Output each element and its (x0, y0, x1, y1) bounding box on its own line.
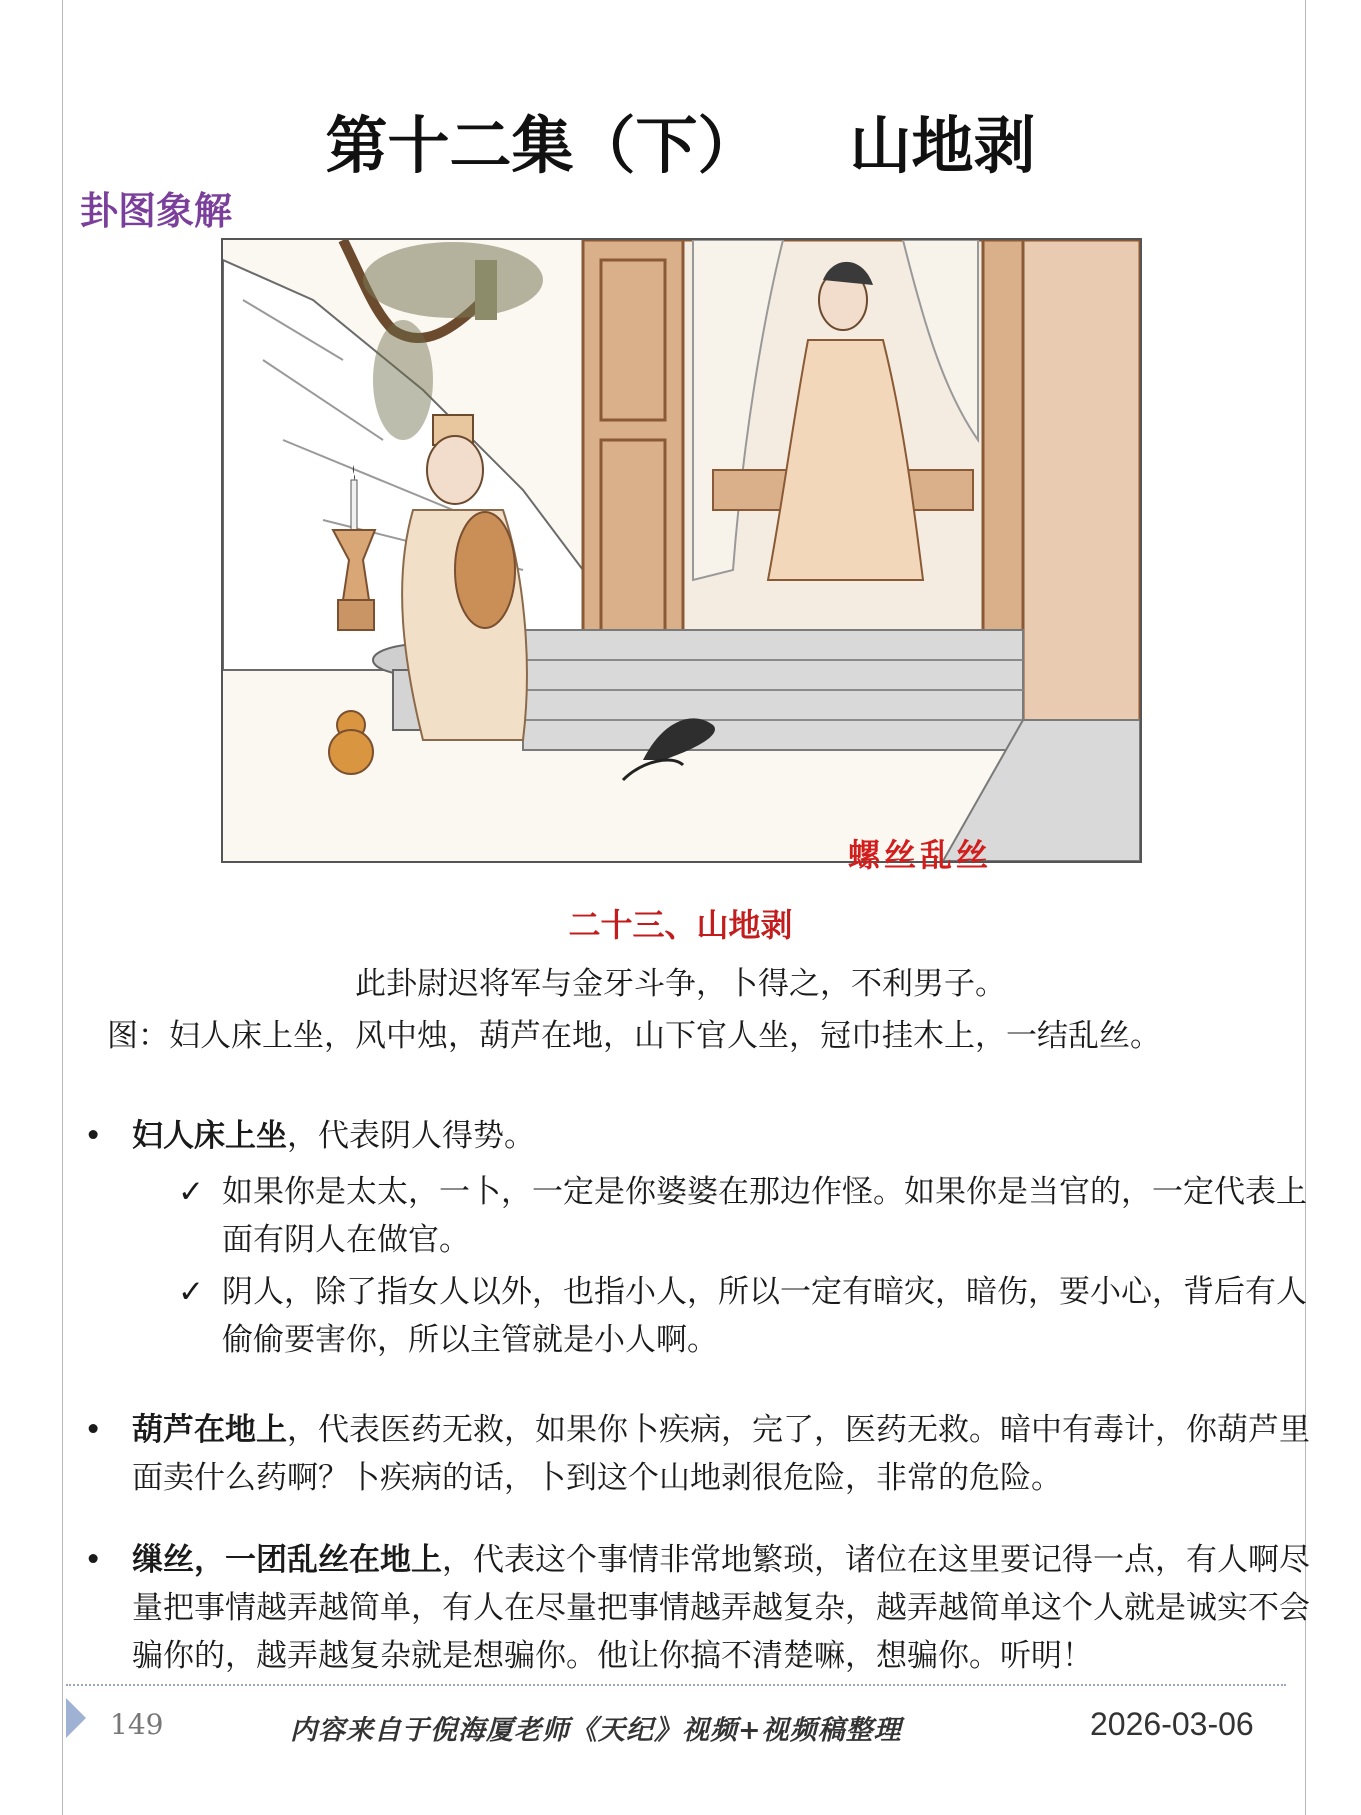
bullet-text: ，代表这个事情非常地繁琐，诸位在这里要记得一点，有人啊尽量把事情越弄越简单，有人在尽量把事情越弄越复杂，越弄越简单这个人就是诚实不会骗你的，越弄越复杂就是想骗你。他让你搞不清楚嘛，想骗你。听明！ (132, 1542, 1310, 1674)
check-item (176, 1168, 1312, 1264)
bullet-dot: • (84, 1412, 103, 1448)
check-text: 阴人，除了指女人以外，也指小人，所以一定有暗灾，暗伤，要小心，背后有人偷偷要害你，所以主管就是小人啊。 (222, 1274, 1307, 1358)
bullet-text: ，代表阴人得势。 (287, 1118, 535, 1154)
check-item (176, 1268, 1312, 1364)
section-label: 卦图象解 (80, 189, 233, 233)
triangle-marker-icon (66, 1698, 86, 1738)
footer-date: 2026-03-06 (1090, 1706, 1254, 1742)
checkmark-icon: ✓ (178, 1174, 204, 1210)
title-main: 第十二集（下） (325, 109, 760, 182)
intro-line: 此卦尉迟将军与金牙斗争，卜得之，不利男子。 (355, 966, 1006, 1002)
illustration-caption: 螺丝乱丝 (848, 836, 993, 874)
bullet-item (80, 1536, 1310, 1680)
checkmark-icon: ✓ (178, 1274, 204, 1310)
hexagram-illustration (221, 238, 1142, 863)
bullet-dot: • (84, 1542, 103, 1578)
bullet-bold: 妇人床上坐 (132, 1118, 287, 1154)
page-number: 149 (110, 1708, 164, 1741)
hexagram-heading: 二十三、山地剥 (568, 906, 793, 944)
footer-source: 内容来自于倪海厦老师《天纪》视频+视频稿整理 (290, 1715, 902, 1746)
bullet-text: ，代表医药无救，如果你卜疾病，完了，医药无救。暗中有毒计，你葫芦里面卖什么药啊？卜疾病的话，卜到这个山地剥很危险，非常的危险。 (132, 1412, 1310, 1496)
bullet-dot: • (84, 1118, 103, 1154)
page-title (0, 96, 1361, 185)
footer-divider (66, 1684, 1286, 1686)
bullet-bold: 葫芦在地上 (132, 1412, 287, 1448)
bullet-bold: 缫丝，一团乱丝在地上 (132, 1542, 442, 1578)
image-description: 图：妇人床上坐，风中烛，葫芦在地，山下官人坐，冠巾挂木上，一结乱丝。 (107, 1018, 1161, 1054)
bullet-item (80, 1406, 1310, 1502)
check-text: 如果你是太太，一卜，一定是你婆婆在那边作怪。如果你是当官的，一定代表上面有阴人在做官。 (222, 1174, 1307, 1258)
title-sub: 山地剥 (849, 109, 1036, 182)
